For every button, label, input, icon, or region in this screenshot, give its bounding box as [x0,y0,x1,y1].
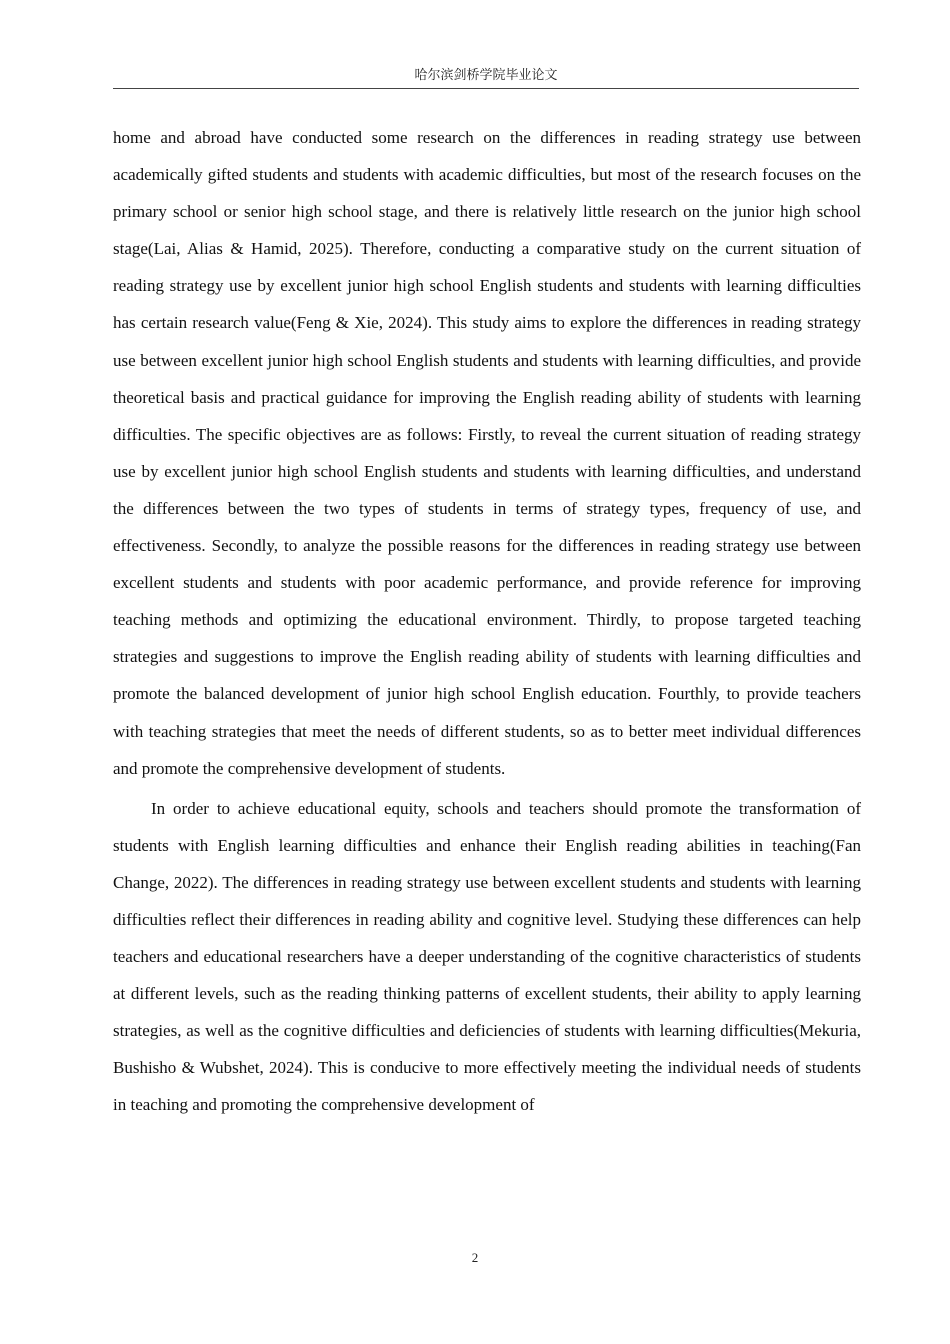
header-title: 哈尔滨剑桥学院毕业论文 [414,68,558,83]
paragraph-educational-equity: In order to achieve educational equity, schools and teachers should promote the transformation of students with English learning difficulties and enhance their English reading abilities in teaching(Fan Change, 2022). The differences in reading strategy use between excellent students and students with learning difficulties reflect their differences in reading ability and cognitive level. Studying these differences can help teachers and educational researchers have a deeper understanding of the cognitive characteristics of students at different levels, such as the reading thinking patterns of excellent students, their ability to apply learning strategies, as well as the cognitive difficulties and deficiencies of students with learning difficulties(Mekuria, Bushisho & Wubshet, 2024). This is conducive to more effectively meeting the individual needs of students in teaching and promoting the comprehensive development of [113,798,861,1115]
paragraph-continuation: home and abroad have conducted some research on the differences in reading strategy use between academically gifted students and students with academic difficulties, but most of the research focuses on the primary school or senior high school stage, and there is relatively little research on the junior high school stage(Lai, Alias & Hamid, 2025). Therefore, conducting a comparative study on the current situation of reading strategy use by excellent junior high school English students and students with learning difficulties has certain research value(Feng & Xie, 2024). This study aims to explore the differences in reading strategy use between excellent junior high school English students and students with learning difficulties, and provide theoretical basis and practical guidance for improving the English reading ability of students with learning difficulties. The specific objectives are as follows: Firstly, to reveal the current situation of reading strategy use by excellent junior high school English students and students with learning difficulties, and understand the differences between the two types of students in terms of strategy types, frequency of use, and effectiveness. Secondly, to analyze the possible reasons for the differences in reading strategy use between excellent students and students with poor academic performance, and provide reference for improving teaching methods and optimizing the educational environment. Thirdly, to propose targeted teaching strategies and suggestions to improve the English reading ability of students with learning difficulties and promote the balanced development of junior high school English education. Fourthly, to provide teachers with teaching strategies that meet the needs of different students, so as to better meet individual differences and promote the comprehensive development of students. [113,128,861,778]
page-number: 2 [471,1250,479,1265]
page-header [113,66,859,89]
body-text [113,119,861,1124]
